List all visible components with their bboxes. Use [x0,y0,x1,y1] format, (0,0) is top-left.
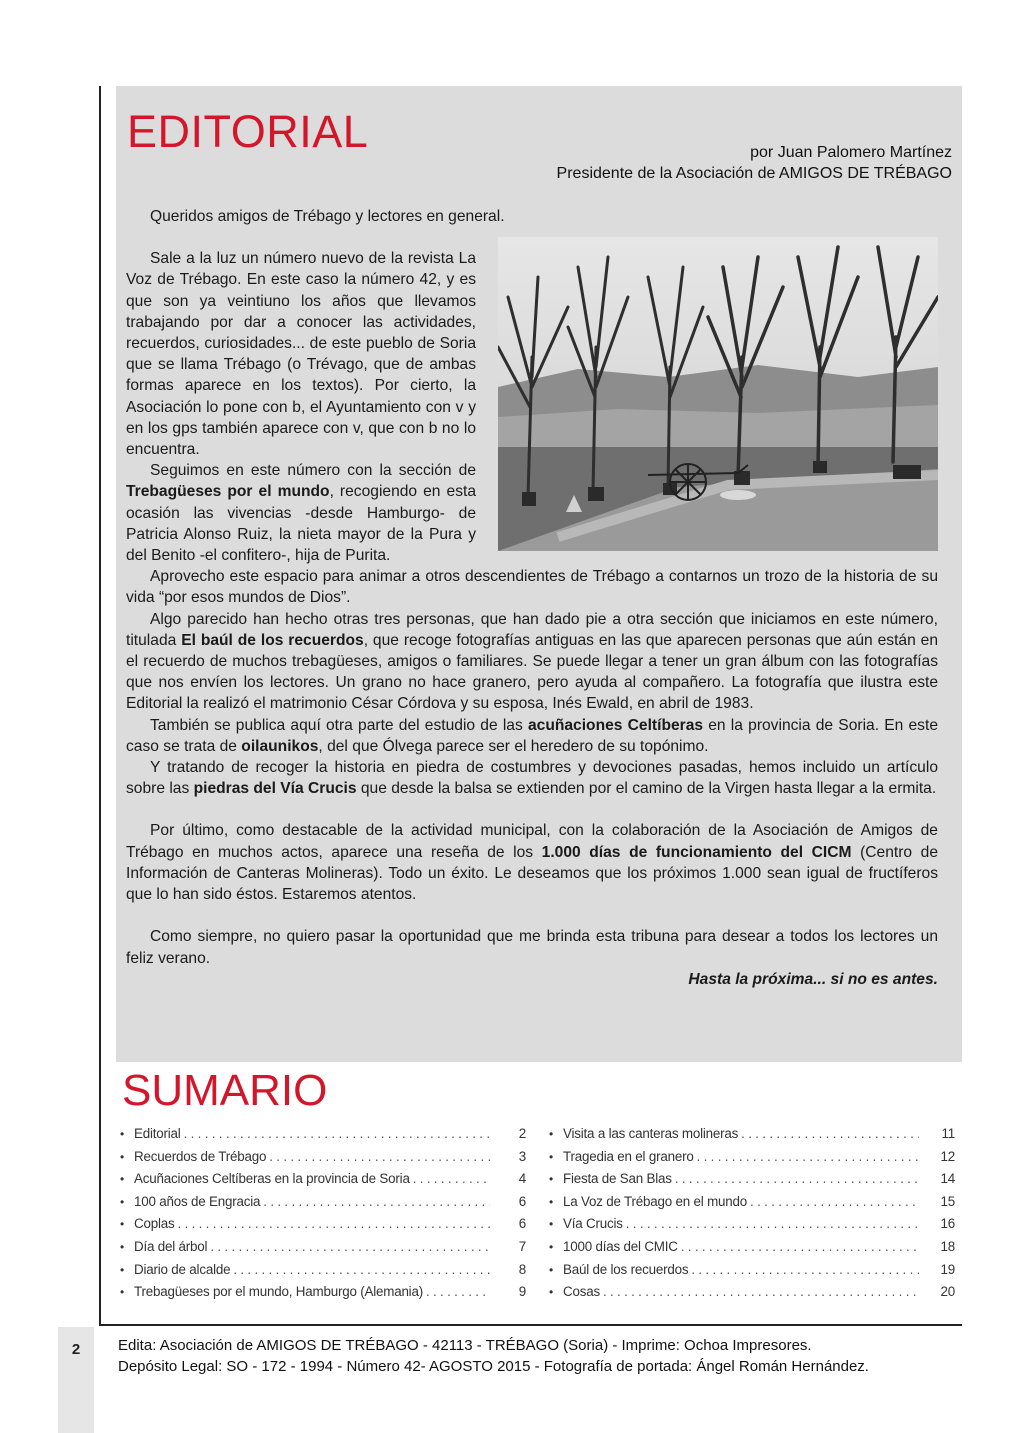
toc-item-title: 100 años de Engracia [134,1193,261,1209]
bullet-icon: • [120,1127,125,1141]
bullet-icon: • [549,1262,554,1277]
toc-item-title: 1000 días del CMIC [563,1238,678,1254]
toc-item-page: 12 [940,1148,955,1164]
toc-item-page: 4 [518,1171,526,1187]
toc-item [120,1239,526,1262]
editorial-title: EDITORIAL [127,106,369,157]
dot-leader [263,1194,490,1209]
toc-item-title: Baúl de los recuerdos [563,1261,689,1277]
colophon-line-1: Edita: Asociación de AMIGOS DE TRÉBAGO - 42113 - TRÉBAGO (Soria) - Imprime: Ochoa Impresores. [118,1337,812,1354]
toc-item-page: 15 [940,1193,955,1209]
toc-item [120,1171,526,1194]
toc-item [120,1284,526,1307]
bullet-icon: • [549,1127,554,1141]
toc-item-page: 2 [518,1126,526,1141]
toc-item-title: Vía Crucis [563,1216,623,1232]
dot-leader [233,1262,490,1277]
toc-item [120,1149,526,1172]
toc-item [120,1262,526,1285]
toc-item-page: 16 [940,1216,955,1232]
toc-item-title: Día del árbol [134,1238,208,1254]
paragraph-8: Como siempre, no quiero pasar la oportunidad que me brinda esta tribuna para desear a todos los lectores un feliz verano. [126,928,938,967]
dot-leader [697,1149,919,1164]
toc-item [549,1194,955,1217]
toc-item-title: Fiesta de San Blas [563,1171,672,1187]
toc-item-page: 6 [518,1193,526,1209]
bullet-icon: • [120,1194,125,1209]
paragraph-2: Seguimos en este número con la sección de Trebagüeses por el mundo, recogiendo en esta ocasión las vivencias -desde Hamburgo- de Patricia Alonso Ruiz, la nieta mayor de la Pura y del Benito -el confitero-, hija de Purita. [126,462,476,565]
dot-leader [681,1239,919,1254]
dot-leader [750,1194,919,1209]
dot-leader [426,1284,490,1299]
colophon-line-2: Depósito Legal: SO - 172 - 1994 - Número 42- AGOSTO 2015 - Fotografía de portada: Ángel Román Hernández. [118,1358,869,1375]
bullet-icon: • [120,1172,125,1187]
signoff: Hasta la próxima... si no es antes. [688,970,938,988]
toc-item [549,1284,955,1307]
toc-item [549,1216,955,1239]
dot-leader [177,1216,490,1231]
section-name-bold: Trebagüeses por el mundo [126,483,330,501]
dot-leader [691,1262,919,1277]
bullet-icon: • [120,1239,125,1254]
author-role: Presidente de la Asociación de AMIGOS DE TRÉBAGO [556,165,952,182]
bullet-icon: • [549,1194,554,1209]
trees-landscape-image [498,237,938,551]
footer-rule [100,1324,962,1326]
toc-item-page: 18 [940,1238,955,1254]
toc-item [120,1126,526,1149]
toc-left-column [120,1126,526,1307]
toc-item-page: 3 [518,1148,526,1164]
dot-leader [413,1171,490,1186]
toc-item-title: Tragedia en el granero [563,1148,694,1164]
toc-item-page: 11 [941,1126,955,1141]
dot-leader [603,1284,919,1299]
page-number: 2 [58,1327,94,1433]
toc-item-title: Visita a las canteras molineras [563,1126,739,1141]
bullet-icon: • [549,1285,554,1300]
toc-item-page: 9 [518,1284,526,1300]
paragraph-3: Aprovecho este espacio para animar a otros descendientes de Trébago a contarnos un trozo de la historia de su vida “por esos mundos de Dios”. [126,568,938,607]
toc-item-title: Acuñaciones Celtíberas en la provincia de Soria [134,1171,410,1187]
bullet-icon: • [120,1149,125,1164]
toc-item [549,1149,955,1172]
bullet-icon: • [120,1217,125,1232]
section-name-bold: oilaunikos [241,737,319,755]
dot-leader [184,1126,490,1141]
dot-leader [626,1216,919,1231]
colophon [118,1335,962,1377]
toc-right-column [549,1126,955,1307]
summary-title: SUMARIO [122,1066,328,1115]
toc-item-page: 19 [940,1261,955,1277]
toc-item-title: La Voz de Trébago en el mundo [563,1193,748,1209]
toc-item-title: Diario de alcalde [134,1261,231,1277]
toc-item-title: Editorial [134,1126,181,1141]
toc-item-page: 14 [940,1171,955,1187]
paragraph-1: Sale a la luz un número nuevo de la revista La Voz de Trébago. En este caso la número 42, y es que son ya veintiuno los años que llevamos trabajando por dar a conocer las actividades, recuerdos, curiosidades... de este pueblo de Soria que se llama Trébago (o Trévago, que de ambas formas aparece en los textos). Por cierto, la Asociación lo pone con b, el Ayuntamiento con v y en los gps también aparece con v, que con b no lo encuentra. [126,250,476,459]
vertical-rule [99,86,101,1326]
author-block [557,142,952,184]
paragraph-4: Algo parecido han hecho otras tres personas, que han dado pie a otra sección que iniciamos en este número, titulada El baúl de los recuerdos, que recoge fotografías antiguas en las que aparecen personas que aún están en el recuerdo de muchos trebagüeses, amigos o familiares. Se puede llegar a tener un gran álbum con las fotografías que nos envíen los lectores. Un grano no hace granero, pero ayuda al compañero. La fotografía que ilustra este Editorial la realizó el matrimonio César Córdova y su esposa, Inés Ewald, en abril de 1983. [126,610,938,713]
editorial-body [126,206,938,990]
editorial-photo [498,237,938,551]
bullet-icon: • [549,1172,554,1187]
toc-item-title: Recuerdos de Trébago [134,1148,267,1164]
toc-item [549,1126,955,1149]
section-name-bold: acuñaciones Celtíberas [527,716,704,734]
toc-item [120,1216,526,1239]
dot-leader [675,1171,919,1186]
toc-item-title: Cosas [563,1284,600,1300]
author-name: por Juan Palomero Martínez [750,144,952,161]
bullet-icon: • [120,1285,125,1300]
toc-item-title: Coplas [134,1216,175,1232]
paragraph-5: También se publica aquí otra parte del estudio de las acuñaciones Celtíberas en la provincia de Soria. En este caso se trata de oilaunikos, del que Ólvega parece ser el heredero de su topónimo. [126,716,938,755]
bullet-icon: • [549,1239,554,1254]
bullet-icon: • [120,1262,125,1277]
bullet-icon: • [549,1217,554,1232]
toc-item [549,1262,955,1285]
toc-item [120,1194,526,1217]
dot-leader [210,1239,490,1254]
dot-leader [741,1126,919,1141]
toc-item [549,1171,955,1194]
toc-item-page: 8 [518,1261,526,1277]
section-name-bold: piedras del Vía Crucis [193,780,357,798]
toc-item-page: 6 [518,1216,526,1232]
bullet-icon: • [549,1149,554,1164]
paragraph-6: Y tratando de recoger la historia en piedra de costumbres y devociones pasadas, hemos incluido un artículo sobre las piedras del Vía Crucis que desde la balsa se extienden por el camino de la Virgen hasta llegar a la ermita. [126,759,938,798]
greeting: Queridos amigos de Trébago y lectores en general. [150,208,505,225]
toc-item-page: 20 [940,1284,955,1300]
section-name-bold: El baúl de los recuerdos [181,631,364,649]
toc-item-title: Trebagüeses por el mundo, Hamburgo (Alemania) [134,1284,423,1300]
toc-item [549,1239,955,1262]
section-name-bold: 1.000 días de funcionamiento del CICM [541,843,852,861]
toc-item-page: 7 [518,1238,526,1254]
dot-leader [269,1149,490,1164]
paragraph-7: Por último, como destacable de la actividad municipal, con la colaboración de la Asociación de Amigos de Trébago en muchos actos, aparece una reseña de los 1.000 días de funcionamiento del CICM (Centro de Información de Canteras Molineras). Todo un éxito. Le deseamos que los próximos 1.000 sean igual de fructíferos que lo han sido éstos. Estaremos atentos. [126,822,939,904]
